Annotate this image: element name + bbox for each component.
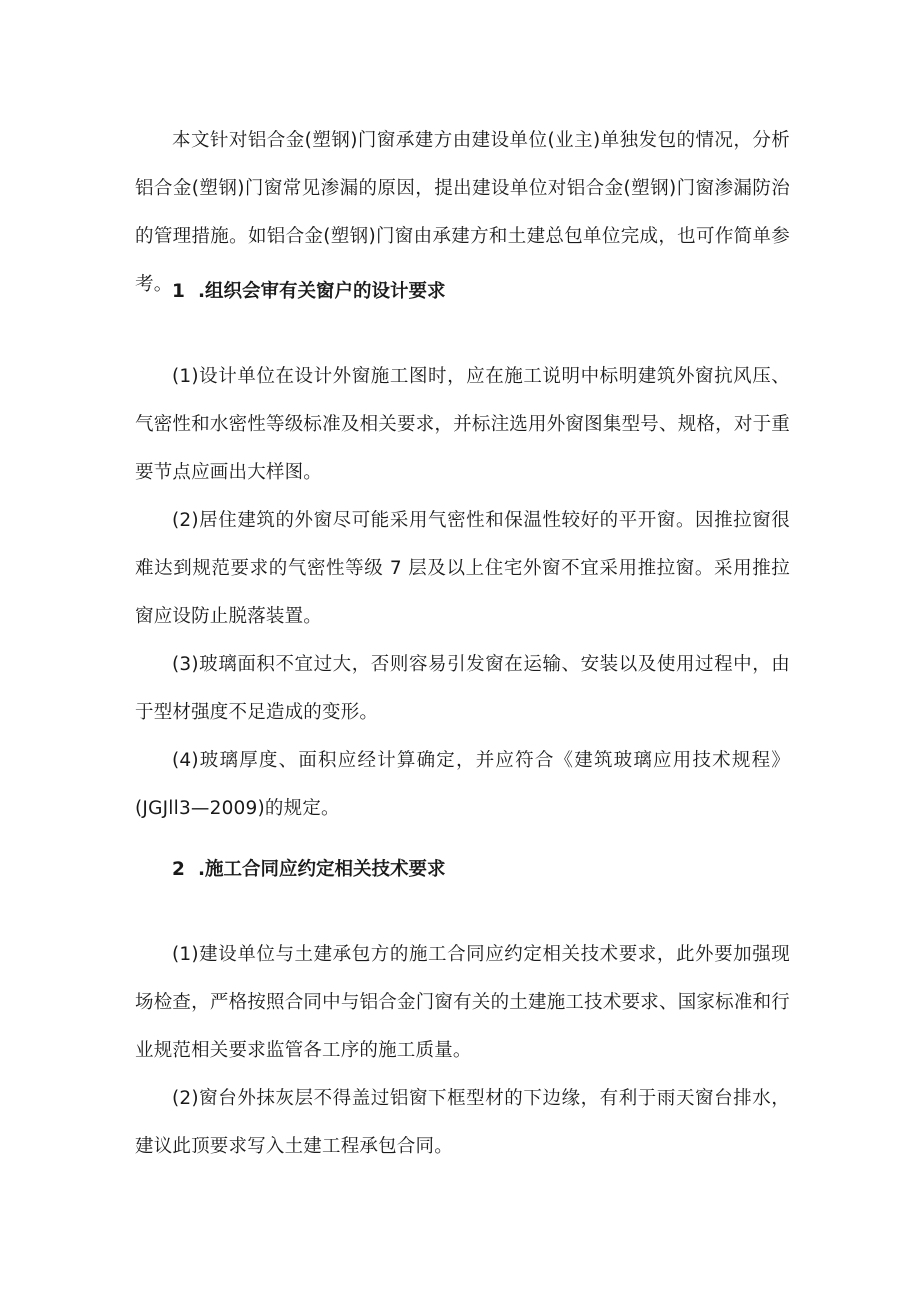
section-1-item-2: (2)居住建筑的外窗尽可能采用气密性和保温性较好的平开窗。因推拉窗很难达到规范要求的气密性等级 7 层及以上住宅外窗不宜采用推拉窗。采用推拉窗应设防止脱落装置。: [135, 510, 790, 627]
section-2-item-1: (1)建设单位与土建承包方的施工合同应约定相关技术要求，此外要加强现场检查，严格按照合同中与铝合金门窗有关的土建施工技术要求、国家标准和行业规范相关要求监管各工序的施工质量。: [135, 944, 790, 1061]
section-1-item-4: (4)玻璃厚度、面积应经计算确定，并应符合《建筑玻璃应用技术规程》(JGJll3—2009)的规定。: [135, 750, 790, 819]
section-1-number: 1: [172, 281, 185, 302]
section-2-title: .施工合同应约定相关技术要求: [198, 859, 446, 880]
section-2-item-2: (2)窗台外抹灰层不得盖过铝窗下框型材的下边缘，有利于雨天窗台排水，建议此顶要求写入土建工程承包合同。: [135, 1088, 790, 1157]
section-2-heading: [172, 855, 446, 885]
section-1-item-1: (1)设计单位在设计外窗施工图时，应在施工说明中标明建筑外窗抗风压、气密性和水密性等级标准及相关要求，并标注选用外窗图集型号、规格，对于重要节点应画出大样图。: [135, 366, 790, 483]
section-1-heading: [172, 277, 446, 307]
section-1-title: .组织会审有关窗户的设计要求: [198, 281, 446, 302]
intro-paragraph: 本文针对铝合金(塑钢)门窗承建方由建设单位(业主)单独发包的情况，分析铝合金(塑钢)门窗常见渗漏的原因，提出建设单位对铝合金(塑钢)门窗渗漏防治的管理措施。如铝合金(塑钢)门窗由承建方和土建总包单位完成，也可作简单参考。: [135, 130, 790, 295]
section-1-item-3: (3)玻璃面积不宜过大，否则容易引发窗在运输、安装以及使用过程中，由于型材强度不足造成的变形。: [135, 654, 790, 723]
section-2-number: 2: [172, 859, 185, 880]
